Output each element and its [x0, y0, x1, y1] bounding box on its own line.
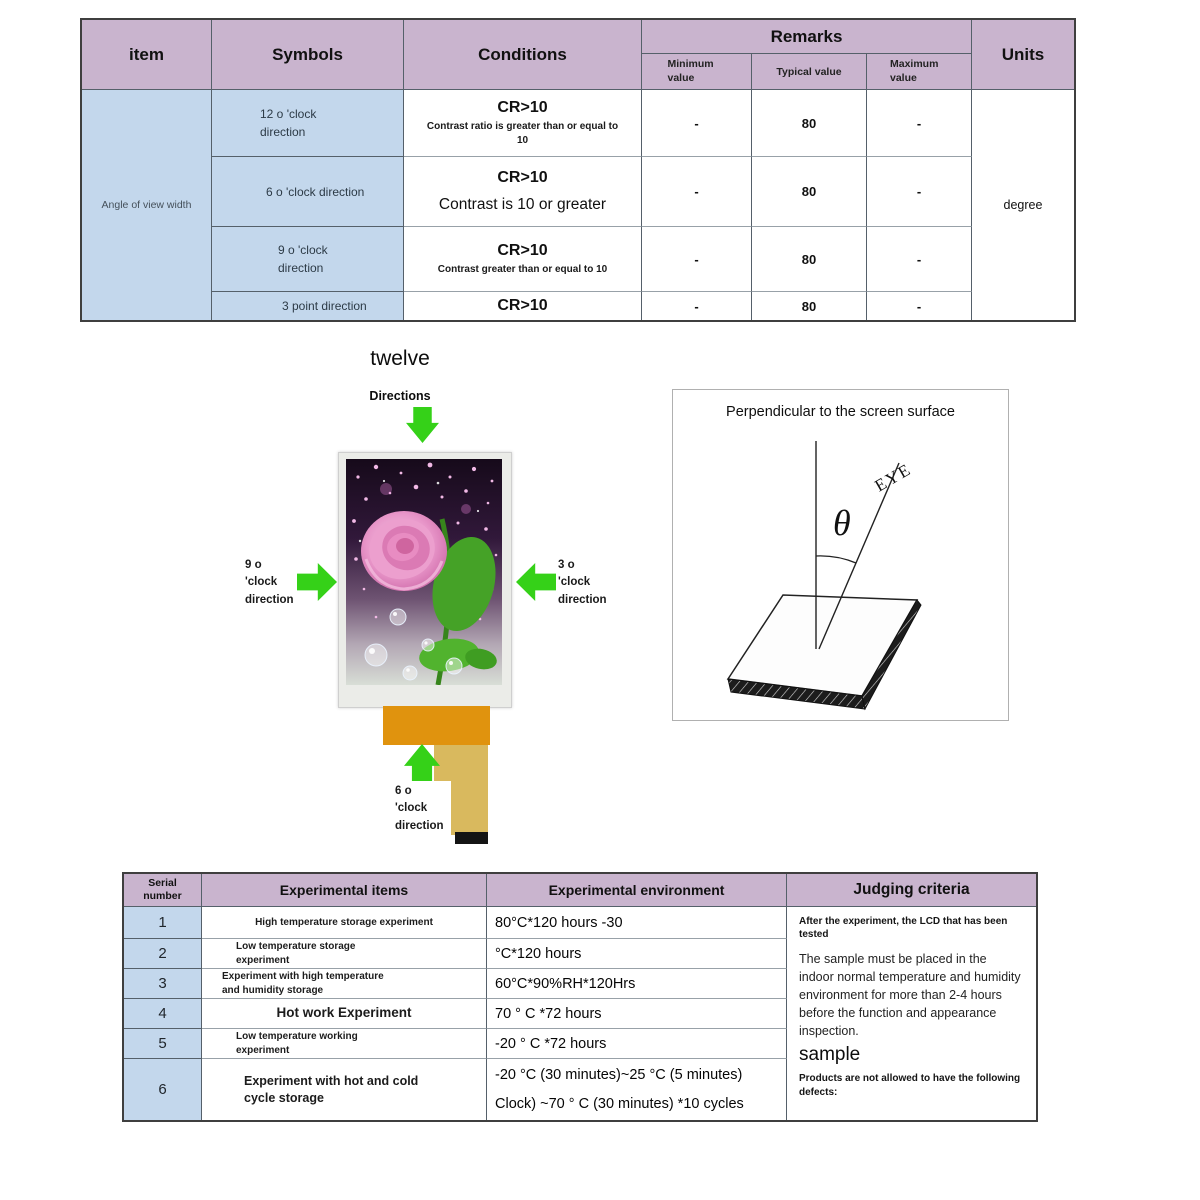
- test-env-1: 80°C*120 hours -30: [487, 907, 787, 939]
- test-item-6: Experiment with hot and cold cycle storage: [202, 1059, 487, 1120]
- judging-criteria-text: After the experiment, the LCD that has been tested The sample must be placed in the indoor normal temperature and humidity environment for more than 2-4 hours before the function and appearance inspection. sample Products are not allowed to have the following defects:: [787, 907, 1036, 1120]
- nine-oclock-label: 9 o 'clock direction: [245, 559, 294, 606]
- condition-row-1: CR>10 Contrast ratio is greater than or equal to 10: [404, 90, 642, 157]
- col-header-judging-criteria: Judging criteria: [787, 874, 1036, 907]
- min-value-row-1: -: [642, 90, 752, 157]
- typ-value-row-3: 80: [752, 227, 867, 292]
- typ-value-row-4: 80: [752, 292, 867, 320]
- min-value-row-4: -: [642, 292, 752, 320]
- max-value-row-3: -: [867, 227, 972, 292]
- test-env-4: 70 ° C *72 hours: [487, 999, 787, 1029]
- reliability-test-table: [122, 872, 1038, 1122]
- test-item-5: Low temperature working experiment: [202, 1029, 487, 1059]
- eye-label: EYE: [871, 459, 915, 496]
- typ-value-row-1: 80: [752, 90, 867, 157]
- col-header-minimum-value: Minimum value: [642, 54, 752, 90]
- typ-value-row-2: 80: [752, 157, 867, 227]
- col-header-symbols: Symbols: [212, 20, 404, 90]
- max-value-row-4: -: [867, 292, 972, 320]
- test-item-1: High temperature storage experiment: [202, 907, 487, 939]
- test-item-4: Hot work Experiment: [202, 999, 487, 1029]
- col-header-item: item: [82, 20, 212, 90]
- lcd-module: [338, 452, 512, 708]
- directions-label: Directions: [369, 389, 431, 403]
- six-oclock-label: 6 o 'clock direction: [389, 781, 451, 847]
- units-degree: degree: [972, 90, 1074, 320]
- serial-4: 4: [124, 999, 202, 1029]
- test-env-6: -20 °C (30 minutes)~25 °C (5 minutes) Clock) ~70 ° C (30 minutes) *10 cycles: [487, 1059, 787, 1120]
- min-value-row-3: -: [642, 227, 752, 292]
- col-header-units: Units: [972, 20, 1074, 90]
- test-item-3: Experiment with high temperature and humidity storage: [202, 969, 487, 999]
- symbol-3-point: 3 point direction: [212, 292, 404, 320]
- max-value-row-2: -: [867, 157, 972, 227]
- schematic-title: Perpendicular to the screen surface: [726, 404, 955, 420]
- fpc-cable-top: [383, 706, 490, 745]
- serial-5: 5: [124, 1029, 202, 1059]
- serial-2: 2: [124, 939, 202, 969]
- col-header-maximum-value: Maximum value: [867, 54, 972, 90]
- fpc-connector: [455, 832, 488, 844]
- schematic-drawing: [673, 390, 1008, 720]
- symbol-12-oclock: 12 o 'clock direction: [212, 90, 404, 157]
- serial-3: 3: [124, 969, 202, 999]
- col-header-experimental-environment: Experimental environment: [487, 874, 787, 907]
- left-arrow-icon: [516, 563, 556, 601]
- col-header-serial-number: Serial number: [124, 874, 202, 907]
- test-item-2: Low temperature storage experiment: [202, 939, 487, 969]
- condition-row-2: CR>10 Contrast is 10 or greater: [404, 157, 642, 227]
- three-oclock-label: 3 o 'clock direction: [558, 559, 607, 606]
- viewing-angle-schematic: [672, 389, 1009, 721]
- twelve-label: twelve: [370, 347, 430, 370]
- condition-row-4: CR>10: [404, 292, 642, 320]
- down-arrow-icon: [406, 407, 439, 443]
- symbol-6-oclock: 6 o 'clock direction: [212, 157, 404, 227]
- max-value-row-1: -: [867, 90, 972, 157]
- test-env-3: 60°C*90%RH*120Hrs: [487, 969, 787, 999]
- item-angle-of-view: Angle of view width: [82, 90, 212, 320]
- col-header-typical-value: Typical value: [752, 54, 867, 90]
- symbol-9-oclock: 9 o 'clock direction: [212, 227, 404, 292]
- col-header-remarks: Remarks: [642, 20, 972, 54]
- test-env-5: -20 ° C *72 hours: [487, 1029, 787, 1059]
- lcd-display-image: [346, 459, 502, 685]
- serial-1: 1: [124, 907, 202, 939]
- viewing-angle-table: [80, 18, 1076, 322]
- col-header-conditions: Conditions: [404, 20, 642, 90]
- condition-row-3: CR>10 Contrast greater than or equal to 10: [404, 227, 642, 292]
- test-env-2: °C*120 hours: [487, 939, 787, 969]
- theta-symbol: θ: [833, 503, 851, 543]
- col-header-experimental-items: Experimental items: [202, 874, 487, 907]
- serial-6: 6: [124, 1059, 202, 1120]
- min-value-row-2: -: [642, 157, 752, 227]
